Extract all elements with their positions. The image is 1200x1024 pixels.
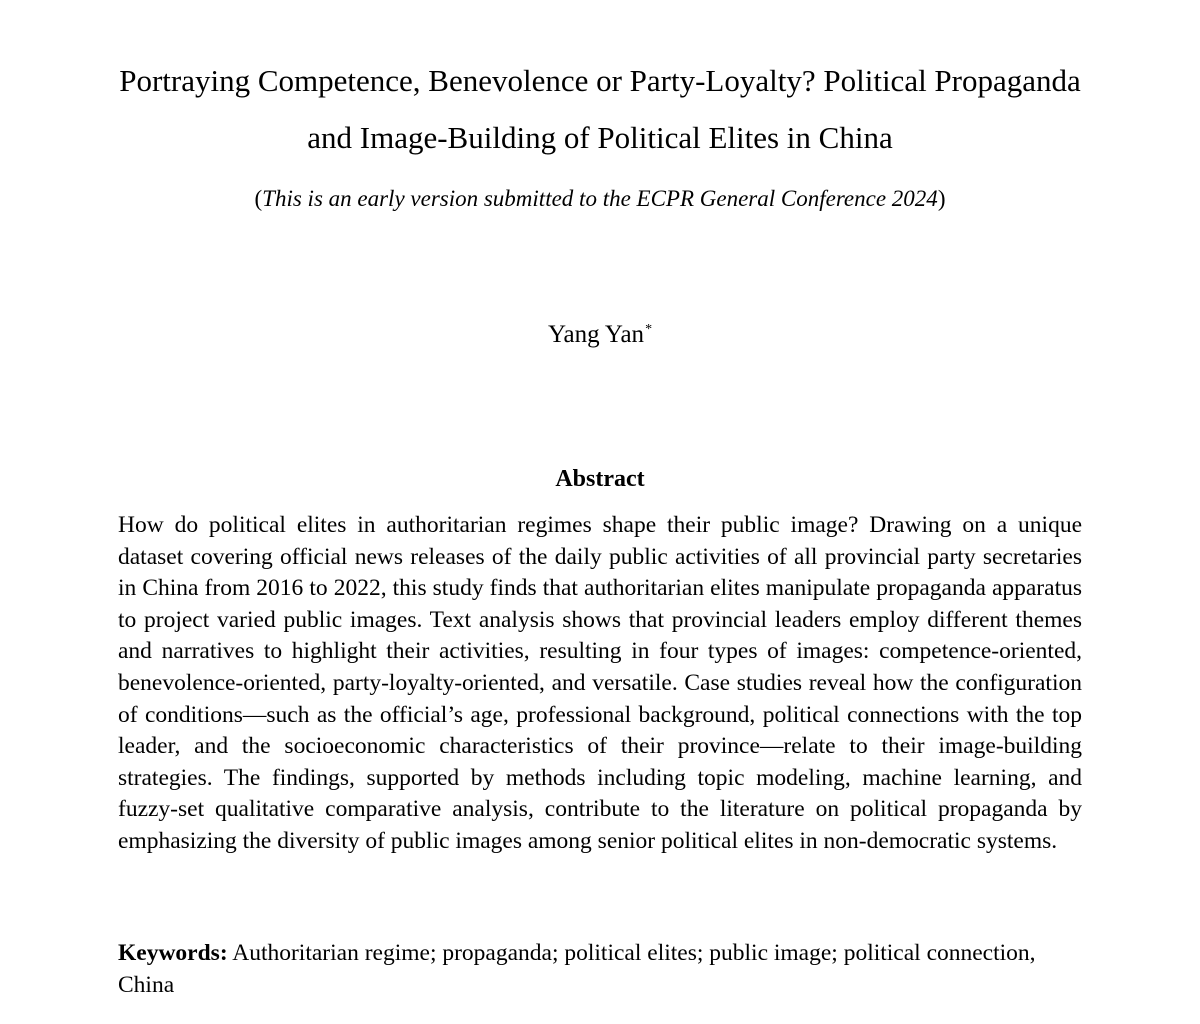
paper-title-line-2: and Image-Building of Political Elites in China <box>307 120 893 155</box>
submission-note-open: ( <box>254 186 263 211</box>
submission-note-close: ) <box>937 186 946 211</box>
abstract-heading: Abstract <box>555 466 645 492</box>
paper-title <box>0 52 1200 166</box>
paper-title-line-1: Portraying Competence, Benevolence or Party-Loyalty? Political Propaganda <box>119 63 1081 98</box>
keywords-text: Authoritarian regime; propaganda; political elites; public image; political connection, China <box>118 940 1036 998</box>
submission-note-text: This is an early version submitted to the ECPR General Conference 2024 <box>262 186 938 211</box>
abstract-body: How do political elites in authoritarian regimes shape their public image? Drawing on a unique dataset covering official news releases of the daily public activities of all provincial party secretaries in China from 2016 to 2022, this study finds that authoritarian elites manipulate propaganda apparatus to project varied public images. Text analysis shows that provincial leaders employ different themes and narratives to highlight their activities, resulting in four types of images: competence-oriented, benevolence-oriented, party-loyalty-oriented, and versatile. Case studies reveal how the configuration of conditions—such as the official’s age, professional background, political connections with the top leader, and the socioeconomic characteristics of their province—relate to their image-building strategies. The findings, supported by methods including topic modeling, machine learning, and fuzzy-set qualitative comparative analysis, contribute to the literature on political propaganda by emphasizing the diversity of public images among senior political elites in non-democratic systems. <box>118 512 1082 854</box>
author-footnote-marker: * <box>645 321 653 337</box>
keywords-label: Keywords: <box>118 940 228 966</box>
keywords <box>118 938 1082 1001</box>
author-name: Yang Yan <box>547 321 645 348</box>
author-line <box>0 318 1200 352</box>
submission-note <box>0 184 1200 214</box>
